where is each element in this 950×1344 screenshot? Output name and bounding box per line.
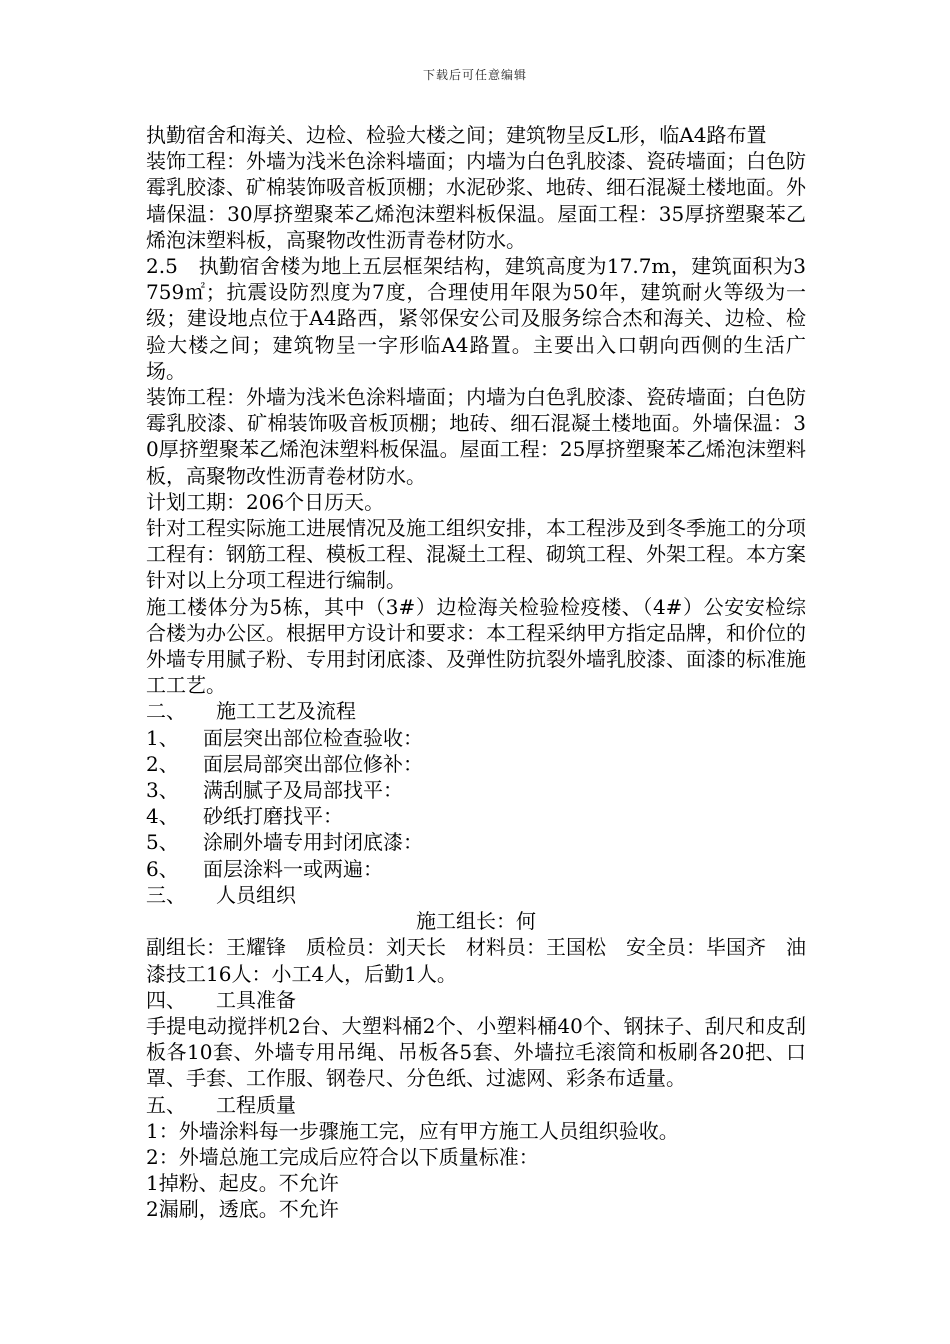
quality-line: 1：外墙涂料每一步骤施工完，应有甲方施工人员组织验收。	[146, 1118, 679, 1143]
section-number: 四、	[146, 987, 186, 1012]
section-title: 工具准备	[216, 987, 296, 1012]
section-heading-quality	[146, 1092, 806, 1118]
list-item-number: 1、	[146, 725, 179, 750]
section-title: 人员组织	[216, 882, 296, 907]
list-item-text: 砂纸打磨找平：	[203, 804, 343, 829]
list-item-number: 6、	[146, 856, 179, 881]
team-leader-line: 施工组长：何	[416, 909, 536, 934]
list-item	[146, 751, 806, 777]
list-item	[146, 725, 806, 751]
list-item	[146, 829, 806, 855]
paragraph-building-overview: 施工楼体分为5栋，其中（3#）边检海关检验检疫楼、（4#）公安安检综合楼为办公区。根据甲方设计和要求：本工程采纳甲方指定品牌，和价位的外墙专用腻子粉、专用封闭底漆、及弹性防抗裂外墙乳胶漆、面漆的标准施工工艺。	[146, 594, 806, 698]
section-title: 施工工艺及流程	[216, 699, 356, 724]
list-item-number: 2、	[146, 751, 179, 776]
list-item-text: 面层涂料一或两遍：	[203, 856, 383, 881]
list-item-text: 面层局部突出部位修补：	[203, 751, 423, 776]
quality-line: 2漏刷，透底。不允许	[146, 1197, 339, 1222]
section-heading-process	[146, 698, 806, 724]
quality-line: 1掉粉、起皮。不允许	[146, 1171, 339, 1196]
document-body	[146, 122, 806, 1223]
paragraph-decoration-2: 装饰工程：外墙为浅米色涂料墙面；内墙为白色乳胶漆、瓷砖墙面；白色防霉乳胶漆、矿棉装饰吸音板顶棚；地砖、细石混凝土楼地面。外墙保温：30厚挤塑聚苯乙烯泡沫塑料板保温。屋面工程：25厚挤塑聚苯乙烯泡沫塑料板，高聚物改性沥青卷材防水。	[146, 385, 806, 488]
tools-paragraph: 手提电动搅拌机2台、大塑料桶2个、小塑料桶40个、钢抹子、刮尺和皮刮板各10套、外墙专用吊绳、吊板各5套、外墙拉毛滚筒和板刷各20把、口罩、手套、工作服、钢卷尺、分色纸、过滤网、彩条布适量。	[146, 1013, 806, 1091]
list-item-number: 4、	[146, 804, 179, 829]
paragraph-schedule: 计划工期：206个日历天。	[146, 489, 385, 514]
list-item	[146, 777, 806, 803]
section-number: 二、	[146, 699, 186, 724]
paragraph-decoration-1: 装饰工程：外墙为浅米色涂料墙面；内墙为白色乳胶漆、瓷砖墙面；白色防霉乳胶漆、矿棉装饰吸音板顶棚；水泥砂浆、地砖、细石混凝土楼地面。外墙保温：30厚挤塑聚苯乙烯泡沫塑料板保温。屋面工程：35厚挤塑聚苯乙烯泡沫塑料板，高聚物改性沥青卷材防水。	[146, 149, 806, 252]
quality-line: 2：外墙总施工完成后应符合以下质量标准：	[146, 1144, 539, 1169]
list-item	[146, 803, 806, 829]
list-item-text: 满刮腻子及局部找平：	[203, 778, 403, 803]
list-item	[146, 856, 806, 882]
section-number: 三、	[146, 882, 186, 907]
section-number: 五、	[146, 1092, 186, 1117]
list-item-text: 涂刷外墙专用封闭底漆：	[203, 830, 423, 855]
paragraph-winter-scope: 针对工程实际施工进展情况及施工组织安排，本工程涉及到冬季施工的分项工程有：钢筋工程、模板工程、混凝土工程、砌筑工程、外架工程。本方案针对以上分项工程进行编制。	[146, 516, 806, 593]
list-item-number: 3、	[146, 778, 179, 803]
page-header-note: 下载后可任意编辑	[422, 68, 527, 82]
section-heading-personnel	[146, 882, 806, 908]
paragraph-dormitory-building: 2.5 执勤宿舍楼为地上五层框架结构，建筑高度为17.7m，建筑面积为3759㎡；抗震设防烈度为7度，合理使用年限为50年，建筑耐火等级为一级；建设地点位于A4路西，紧邻保安公司及服务综合杰和海关、边检、检验大楼之间；建筑物呈一字形临A4路置。主要出入口朝向西侧的生活广场。	[146, 254, 806, 383]
paragraph-location: 执勤宿舍和海关、边检、检验大楼之间；建筑物呈反L形，临A4路布置	[146, 123, 767, 147]
team-staff-paragraph: 副组长：王耀锋 质检员：刘天长 材料员：王国松 安全员：毕国齐 油漆技工16人：小工4人，后勤1人。	[146, 935, 806, 986]
list-item-text: 面层突出部位检查验收：	[203, 725, 423, 750]
section-title: 工程质量	[216, 1092, 296, 1117]
list-item-number: 5、	[146, 830, 179, 855]
section-heading-tools	[146, 987, 806, 1013]
